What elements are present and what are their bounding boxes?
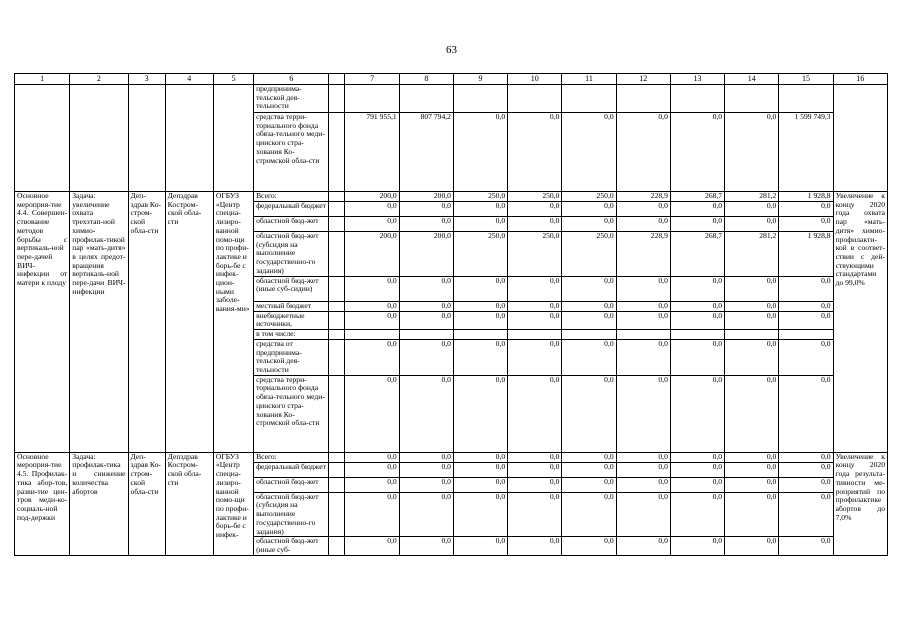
source-label: средства от предпринима-тельской дея-тельности	[254, 339, 329, 375]
column-header: 3	[128, 74, 165, 85]
value-cell: 0,0	[345, 311, 399, 329]
empty-cell	[213, 85, 253, 192]
value-cell	[670, 85, 724, 113]
value-cell: 0,0	[562, 113, 616, 192]
value-cell: 0,0	[345, 477, 399, 492]
source-label: областной бюд-жет	[254, 477, 329, 492]
column-header: 11	[562, 74, 616, 85]
empty-cell	[165, 85, 213, 192]
empty-cell	[329, 276, 345, 301]
header-row	[15, 74, 888, 85]
source-label: Всего:	[254, 452, 329, 462]
value-cell: 0,0	[616, 301, 670, 311]
value-cell	[616, 85, 670, 113]
coexecutor-cell: Депздрав Костром-ской обла-сти	[165, 452, 213, 555]
value-cell: 0,0	[453, 462, 507, 477]
column-header: 1	[15, 74, 70, 85]
value-cell: 0,0	[345, 492, 399, 537]
responsible-cell: Деп-здрав Ко-стром-ской обла-сти	[128, 192, 165, 453]
value-cell	[779, 329, 833, 339]
value-cell: 0,0	[399, 202, 453, 217]
value-cell: 0,0	[399, 301, 453, 311]
source-label: областной бюд-жет	[254, 217, 329, 232]
value-cell	[562, 329, 616, 339]
column-header: 9	[453, 74, 507, 85]
value-cell: 0,0	[345, 217, 399, 232]
empty-cell	[329, 462, 345, 477]
value-cell	[725, 85, 779, 113]
value-cell: 0,0	[616, 537, 670, 555]
empty-cell	[329, 85, 345, 113]
value-cell: 0,0	[562, 301, 616, 311]
value-cell: 0,0	[670, 311, 724, 329]
value-cell: 0,0	[345, 375, 399, 452]
value-cell: 0,0	[345, 462, 399, 477]
source-label: областной бюд-жет (иные суб-	[254, 537, 329, 555]
value-cell: 281,2	[725, 232, 779, 277]
value-cell: 0,0	[453, 537, 507, 555]
value-cell: 0,0	[562, 276, 616, 301]
value-cell: 1 928,8	[779, 192, 833, 202]
value-cell: 281,2	[725, 192, 779, 202]
value-cell: 0,0	[345, 452, 399, 462]
empty-cell	[833, 85, 887, 192]
source-label: областной бюд-жет (субсидия на выполнение государственно-го задания)	[254, 492, 329, 537]
empty-cell	[329, 311, 345, 329]
source-label: федеральный бюджет	[254, 202, 329, 217]
value-cell: 0,0	[616, 217, 670, 232]
value-cell: 250,0	[562, 192, 616, 202]
value-cell: 0,0	[779, 375, 833, 452]
value-cell: 0,0	[725, 452, 779, 462]
column-header: 12	[616, 74, 670, 85]
value-cell: 0,0	[508, 311, 562, 329]
column-header: 7	[345, 74, 399, 85]
coexecutor-cell: Депздрав Костром-ской обла-сти	[165, 192, 213, 453]
value-cell: 0,0	[725, 462, 779, 477]
value-cell: 0,0	[453, 217, 507, 232]
mero-name-cell: Основное мероприя-тие 4.4. Совершен-ствование методов борьбы с вертикаль-ной пере-дачей ВИЧ-инфекции от матери к плоду	[15, 192, 70, 453]
value-cell: 0,0	[508, 202, 562, 217]
value-cell: 0,0	[508, 537, 562, 555]
result-cell: Увеличение к концу 2020 года охвата пар «мать-дитя» химио-профилакти-кой в соответ-ствии с дей-ствующими стандартами до 99,0%	[833, 192, 887, 453]
value-cell: 0,0	[453, 276, 507, 301]
empty-cell	[329, 375, 345, 452]
value-cell: 0,0	[779, 276, 833, 301]
value-cell: 0,0	[399, 537, 453, 555]
value-cell: 0,0	[725, 301, 779, 311]
value-cell: 0,0	[670, 339, 724, 375]
value-cell: 0,0	[399, 477, 453, 492]
value-cell: 0,0	[399, 492, 453, 537]
value-cell: 0,0	[779, 339, 833, 375]
value-cell: 0,0	[453, 492, 507, 537]
value-cell: 0,0	[508, 375, 562, 452]
value-cell: 0,0	[616, 462, 670, 477]
empty-cell	[329, 113, 345, 192]
value-cell: 0,0	[670, 477, 724, 492]
value-cell: 200,0	[399, 192, 453, 202]
value-cell: 250,0	[453, 192, 507, 202]
value-cell: 200,0	[399, 232, 453, 277]
value-cell: 0,0	[562, 202, 616, 217]
value-cell: 0,0	[508, 276, 562, 301]
value-cell: 0,0	[670, 492, 724, 537]
value-cell: 0,0	[616, 492, 670, 537]
value-cell: 228,9	[616, 192, 670, 202]
value-cell	[453, 85, 507, 113]
budget-table	[14, 73, 888, 556]
responsible-cell: Деп-здрав Ко-стром-ской обла-сти	[128, 452, 165, 555]
value-cell: 0,0	[399, 462, 453, 477]
column-header: 6	[254, 74, 329, 85]
value-cell: 0,0	[670, 276, 724, 301]
value-cell	[779, 85, 833, 113]
empty-cell	[329, 202, 345, 217]
value-cell	[345, 85, 399, 113]
value-cell: 0,0	[725, 477, 779, 492]
value-cell: 0,0	[725, 311, 779, 329]
value-cell: 0,0	[725, 113, 779, 192]
column-header: 10	[508, 74, 562, 85]
value-cell: 250,0	[508, 232, 562, 277]
value-cell: 0,0	[779, 301, 833, 311]
empty-cell	[329, 192, 345, 202]
value-cell: 0,0	[562, 339, 616, 375]
task-cell: Задача: увеличение охвата трехэтап-ной химио-профилак-тикой пар «мать-дитя» в целях предот-вращения вертикаль-ной пере-дачи ВИЧ-инфекции	[70, 192, 128, 453]
value-cell: 0,0	[779, 452, 833, 462]
value-cell: 0,0	[453, 477, 507, 492]
column-header	[329, 74, 345, 85]
value-cell: 0,0	[725, 276, 779, 301]
value-cell: 0,0	[616, 113, 670, 192]
source-label: федеральный бюджет	[254, 462, 329, 477]
result-cell: Увеличение к концу 2020 года результа-тивности ме-роприятий по профилактике абортов до 7,0%	[833, 452, 887, 555]
value-cell: 200,0	[345, 192, 399, 202]
task-cell: Задача: профилак-тика и снижение количества абортов	[70, 452, 128, 555]
table-row	[15, 192, 888, 202]
value-cell: 250,0	[508, 192, 562, 202]
value-cell: 0,0	[562, 492, 616, 537]
empty-cell	[128, 85, 165, 192]
value-cell: 0,0	[725, 375, 779, 452]
column-header: 4	[165, 74, 213, 85]
value-cell: 0,0	[345, 537, 399, 555]
value-cell: 0,0	[345, 276, 399, 301]
value-cell: 250,0	[453, 232, 507, 277]
value-cell	[508, 85, 562, 113]
value-cell: 0,0	[453, 202, 507, 217]
value-cell: 268,7	[670, 192, 724, 202]
empty-cell	[329, 232, 345, 277]
empty-cell	[329, 301, 345, 311]
empty-cell	[329, 477, 345, 492]
value-cell: 0,0	[779, 311, 833, 329]
value-cell: 0,0	[670, 375, 724, 452]
source-label: внебюджетные источники,	[254, 311, 329, 329]
value-cell: 0,0	[670, 113, 724, 192]
value-cell	[562, 85, 616, 113]
column-header: 5	[213, 74, 253, 85]
value-cell	[345, 329, 399, 339]
value-cell: 0,0	[616, 477, 670, 492]
empty-cell	[329, 452, 345, 462]
executor-cell: ОГБУЗ «Центр специа-лизиро-ванной помо-щи по профи-лактике и борь-бе с инфек-	[213, 452, 253, 555]
executor-cell: ОГБУЗ «Центр специа-лизиро-ванной помо-щи по профи-лактике и борь-бе с инфек-цион-ными заболе-вания-ми»	[213, 192, 253, 453]
value-cell: 0,0	[616, 452, 670, 462]
value-cell: 0,0	[670, 217, 724, 232]
value-cell: 0,0	[508, 339, 562, 375]
value-cell: 0,0	[670, 301, 724, 311]
value-cell: 0,0	[508, 492, 562, 537]
value-cell: 0,0	[508, 477, 562, 492]
value-cell: 0,0	[562, 452, 616, 462]
value-cell: 0,0	[562, 375, 616, 452]
value-cell: 0,0	[399, 217, 453, 232]
value-cell: 0,0	[725, 492, 779, 537]
value-cell: 0,0	[562, 462, 616, 477]
value-cell: 0,0	[779, 537, 833, 555]
value-cell: 807 794,2	[399, 113, 453, 192]
value-cell: 0,0	[616, 202, 670, 217]
empty-cell	[15, 85, 70, 192]
column-header: 15	[779, 74, 833, 85]
value-cell: 0,0	[345, 301, 399, 311]
value-cell	[399, 329, 453, 339]
column-header: 13	[670, 74, 724, 85]
value-cell: 0,0	[562, 477, 616, 492]
value-cell: 0,0	[399, 339, 453, 375]
value-cell: 0,0	[616, 339, 670, 375]
value-cell: 0,0	[779, 477, 833, 492]
table-row	[15, 452, 888, 462]
value-cell: 791 955,1	[345, 113, 399, 192]
value-cell: 0,0	[345, 339, 399, 375]
value-cell: 228,9	[616, 232, 670, 277]
value-cell: 0,0	[562, 311, 616, 329]
value-cell: 0,0	[670, 452, 724, 462]
value-cell: 0,0	[508, 301, 562, 311]
value-cell: 0,0	[725, 217, 779, 232]
value-cell	[616, 329, 670, 339]
empty-cell	[329, 492, 345, 537]
source-label: средства терри-ториального фонда обяза-тельного меди-цинского стра-хования Ко-стромской обла-сти	[254, 375, 329, 452]
source-label: областной бюд-жет (иные суб-сидии)	[254, 276, 329, 301]
column-header: 8	[399, 74, 453, 85]
column-header: 14	[725, 74, 779, 85]
value-cell: 0,0	[779, 462, 833, 477]
value-cell: 0,0	[453, 375, 507, 452]
source-label: предпринима-тельской дея-тельности	[254, 85, 329, 113]
value-cell: 0,0	[616, 276, 670, 301]
value-cell: 0,0	[670, 462, 724, 477]
value-cell: 0,0	[508, 217, 562, 232]
value-cell: 0,0	[508, 452, 562, 462]
value-cell: 0,0	[670, 202, 724, 217]
empty-cell	[329, 329, 345, 339]
mero-name-cell: Основное мероприя-тие 4.5. Профилак-тика абор-тов, разви-тие цен-тров меди-ко-социаль-ной под-держки	[15, 452, 70, 555]
source-label: местный бюджет	[254, 301, 329, 311]
empty-cell	[329, 537, 345, 555]
value-cell: 0,0	[562, 537, 616, 555]
value-cell: 0,0	[616, 375, 670, 452]
value-cell: 0,0	[508, 462, 562, 477]
value-cell	[508, 329, 562, 339]
value-cell: 0,0	[779, 492, 833, 537]
value-cell: 0,0	[399, 452, 453, 462]
value-cell: 0,0	[725, 537, 779, 555]
empty-cell	[329, 339, 345, 375]
value-cell: 0,0	[453, 113, 507, 192]
source-label: в том числе:	[254, 329, 329, 339]
value-cell: 0,0	[779, 217, 833, 232]
value-cell: 0,0	[453, 311, 507, 329]
value-cell: 0,0	[508, 113, 562, 192]
column-header: 16	[833, 74, 887, 85]
source-label: областной бюд-жет (субсидия на выполнение государственно-го задания)	[254, 232, 329, 277]
table-row	[15, 85, 888, 113]
value-cell: 1 928,8	[779, 232, 833, 277]
value-cell: 0,0	[453, 339, 507, 375]
value-cell	[399, 85, 453, 113]
value-cell	[670, 329, 724, 339]
value-cell: 250,0	[562, 232, 616, 277]
value-cell: 0,0	[562, 217, 616, 232]
value-cell: 0,0	[345, 202, 399, 217]
value-cell: 0,0	[670, 537, 724, 555]
source-label: средства терри-ториального фонда обяза-тельного меди-цинского стра-хования Ко-стромской обла-сти	[254, 113, 329, 192]
value-cell: 0,0	[453, 301, 507, 311]
value-cell: 0,0	[725, 339, 779, 375]
value-cell: 0,0	[616, 311, 670, 329]
page-number: 63	[446, 44, 457, 56]
value-cell	[453, 329, 507, 339]
value-cell: 0,0	[725, 202, 779, 217]
value-cell: 0,0	[779, 202, 833, 217]
value-cell: 0,0	[399, 311, 453, 329]
value-cell: 268,7	[670, 232, 724, 277]
value-cell: 0,0	[399, 375, 453, 452]
value-cell: 1 599 749,3	[779, 113, 833, 192]
column-header: 2	[70, 74, 128, 85]
value-cell: 0,0	[399, 276, 453, 301]
value-cell	[725, 329, 779, 339]
empty-cell	[70, 85, 128, 192]
value-cell: 0,0	[453, 452, 507, 462]
value-cell: 200,0	[345, 232, 399, 277]
source-label: Всего:	[254, 192, 329, 202]
empty-cell	[329, 217, 345, 232]
